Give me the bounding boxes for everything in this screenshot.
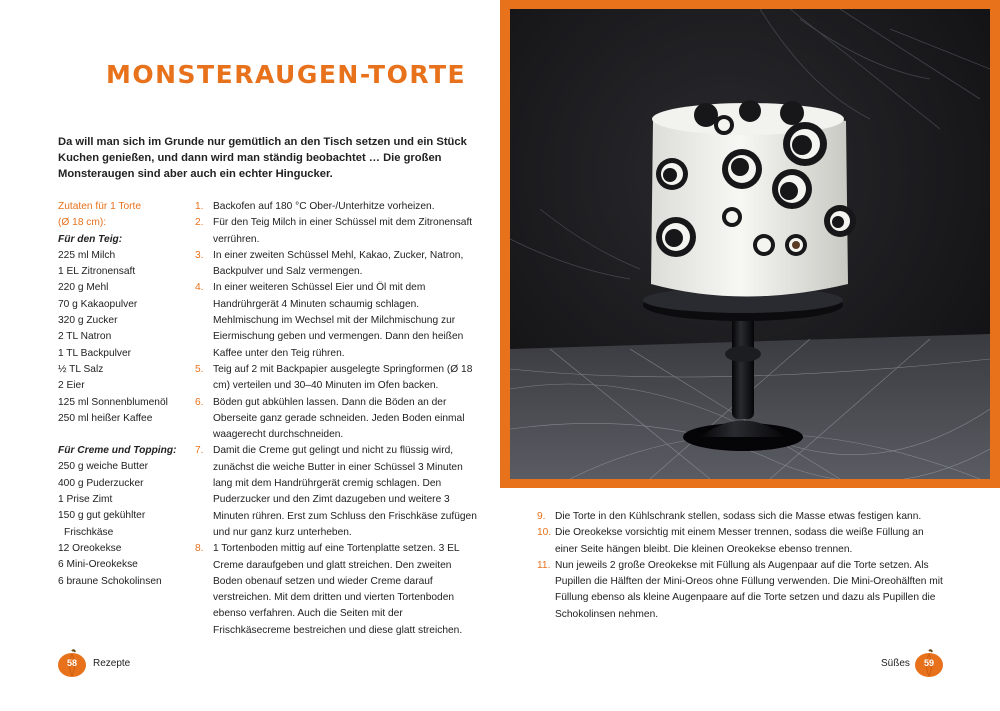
step-text: In einer weiteren Schüssel Eier und Öl mit dem Handrührgerät 4 Minuten schaumig schlagen. Mehlmischung im Wechsel mit der Milchmischung zur Eiermischung geben und vermengen. Dann den heißen Kaffee unter den Teig rühren.	[213, 282, 464, 359]
dough-item: 225 ml Milch	[58, 249, 116, 261]
dough-item: 70 g Kakaopulver	[58, 298, 138, 310]
step-item	[537, 525, 947, 558]
steps-list-left	[195, 199, 477, 639]
step-item	[195, 215, 477, 248]
pumpkin-icon	[914, 649, 944, 677]
cream-item: Frischkäse	[64, 526, 114, 538]
step-item	[195, 248, 477, 281]
step-text: Nun jeweils 2 große Oreokekse mit Füllung als Augenpaar auf die Torte setzen. Als Pupillen die Hälften der Mini-Oreos ohne Füllung verwenden. Die Mini-Oreohälften mit Füllung ebenso als kleine Augenpaare auf die Torte setzen und dazu als Pupillen die Schokolinsen nehmen.	[555, 559, 943, 620]
step-item	[195, 541, 477, 639]
dough-item: 2 TL Natron	[58, 331, 112, 343]
dough-item: 125 ml Sonnenblumenöl	[58, 396, 168, 408]
cream-item: 1 Prise Zimt	[58, 494, 113, 506]
step-number: 5.	[195, 363, 204, 375]
step-text: Die Oreokekse vorsichtig mit einem Messer trennen, sodass die weiße Füllung an einer Seite hängen bleibt. Die kleinen Oreokekse ebenso trennen.	[555, 527, 924, 555]
step-item	[195, 362, 477, 395]
ingredients-heading: Zutaten für 1 Torte	[58, 201, 142, 212]
recipe-title: MONSTERAUGEN-TORTE	[106, 60, 467, 89]
step-text: Teig auf 2 mit Backpapier ausgelegte Springformen (Ø 18 cm) verteilen und 30–40 Minuten im Ofen backen.	[213, 363, 473, 392]
dough-item: 2 Eier	[58, 380, 85, 392]
cream-item: 150 g gut gekühlter	[58, 510, 146, 522]
cream-item: 12 Oreokekse	[58, 542, 122, 554]
step-number: 1.	[195, 201, 204, 212]
step-number: 3.	[195, 249, 204, 261]
cream-item: 6 braune Schokolinsen	[58, 575, 162, 587]
step-text: Backofen auf 180 °C Ober-/Unterhitze vorheizen.	[213, 201, 435, 212]
step-number: 4.	[195, 282, 204, 294]
page-number: 58	[66, 658, 77, 668]
step-text: 1 Tortenboden mittig auf eine Tortenplatte setzen. 3 EL Creme daraufgeben und glatt streichen. Den zweiten Boden obenauf setzen und wieder Creme darauf verstreichen. Mit dem dritten und vierten Tortenboden ebenso verfahren. Auch die Seiten mit der Frischkäsecreme bestreichen und diese glatt streichen.	[213, 543, 463, 636]
step-number: 8.	[195, 543, 204, 555]
footer-section-label: Süßes	[881, 658, 910, 669]
intro-text: Da will man sich im Grunde nur gemütlich an den Tisch setzen und ein Stück Kuchen genießen, und dann wird man ständig beobachtet … Die großen Monsteraugen sind aber auch ein echter Hingucker.	[58, 136, 467, 180]
dough-item: 1 EL Zitronensaft	[58, 266, 136, 278]
step-number: 7.	[195, 445, 204, 457]
dough-item: 250 ml heißer Kaffee	[58, 412, 153, 424]
dough-item: 220 g Mehl	[58, 282, 109, 294]
step-number: 10.	[537, 527, 552, 539]
step-number: 11.	[537, 559, 551, 571]
step-item	[195, 443, 477, 541]
dough-item: ½ TL Salz	[58, 363, 104, 375]
step-text: Damit die Creme gut gelingt und nicht zu flüssig wird, zunächst die weiche Butter in einer Schüssel 3 Minuten lang mit dem Handrührgerät cremig schlagen. Den Puderzucker und den Zimt dazugeben und weitere 3 Minuten rühren. Erst zum Schluss den Frischkäse zufügen und nur ganz kurz unterheben.	[213, 445, 477, 538]
cream-item: 400 g Puderzucker	[58, 477, 144, 489]
step-text: In einer zweiten Schüssel Mehl, Kakao, Zucker, Natron, Backpulver und Salz vermengen.	[213, 249, 464, 278]
step-item	[537, 558, 947, 623]
step-item	[195, 199, 477, 215]
step-number: 9.	[537, 511, 546, 522]
step-item	[537, 509, 947, 525]
ingredients-heading-size: (Ø 18 cm):	[58, 217, 107, 229]
step-item	[195, 395, 477, 444]
step-number: 6.	[195, 396, 204, 408]
page-number: 59	[923, 658, 934, 668]
cream-item: 250 g weiche Butter	[58, 461, 149, 473]
step-text: Böden gut abkühlen lassen. Dann die Böden an der Oberseite ganz gerade schneiden. Jeden Boden einmal waagerecht durchschneiden.	[213, 396, 465, 441]
cream-heading: Für Creme und Topping:	[58, 445, 177, 457]
cream-item: 6 Mini-Oreokekse	[58, 559, 138, 571]
pumpkin-icon	[57, 649, 87, 677]
dough-heading: Für den Teig:	[58, 233, 123, 245]
step-item	[195, 280, 477, 361]
step-text: Die Torte in den Kühlschrank stellen, sodass sich die Masse etwas festigen kann.	[555, 511, 922, 522]
step-number: 2.	[195, 217, 204, 229]
cake-photo-illustration	[510, 9, 990, 479]
footer-section-label: Rezepte	[93, 658, 131, 669]
steps-list-right	[537, 509, 947, 623]
dough-item: 1 TL Backpulver	[58, 347, 132, 359]
cake-photo	[510, 9, 990, 479]
ingredients-list	[58, 199, 198, 590]
step-text: Für den Teig Milch in einer Schüssel mit dem Zitronensaft verrühren.	[213, 217, 473, 245]
dough-item: 320 g Zucker	[58, 315, 118, 327]
